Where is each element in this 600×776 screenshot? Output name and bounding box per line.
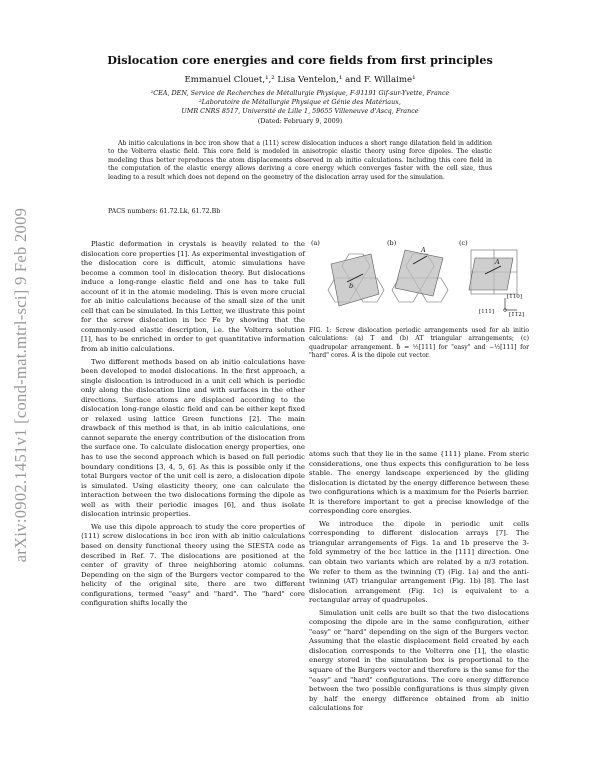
vector-b-label-a: b	[349, 282, 354, 290]
figure-1-diagram	[309, 236, 529, 324]
dipole-cell-a	[331, 254, 379, 306]
paragraph: We use this dipole approach to study the core properties of ⟨111⟩ screw dislocations in bcc iron with ab initio calculations based on density functional theory using the SIESTA code as described in Ref. 7. The dislocations are positioned at the center of gravity of three neighboring atomic columns. Depending on the sign of the Burgers vector compared to the helicity of the original site, there are two different configurations, termed "easy" and "hard". The "hard" core configuration shifts locally the	[81, 522, 305, 608]
paragraph: We introduce the dipole in periodic unit cells corresponding to different dislocation arrays [7]. The triangular arrangements of Figs. 1a and 1b preserve the 3-fold symmetry of the bcc lattice in the [111] direction. One can obtain two variants which are related by a π/3 rotation. We refer to them as the twinning (T) (Fig. 1a) and the anti-twinning (AT) triangular arrangement (Fig. 1b) [8]. The last dislocation arrangement (Fig. 1c) is equivalent to a rectangular array of quadrupoles.	[309, 519, 529, 605]
abstract: Ab initio calculations in bcc iron show that a ⟨111⟩ screw dislocation induces a short range dilatation field in addition to the Volterra elastic field. This core field is modeled in anisotropic elastic theory using force dipoles. The elastic modeling thus better reproduces the atom displacements observed in ab initio calculations. Including this core field in the computation of the elastic energy allows deriving a core energy which converges faster with the cell size, thus leading to a result which does not depend on the geometry of the dislocation array used for the simulation.	[108, 140, 492, 181]
paragraph: Plastic deformation in crystals is heavily related to the dislocation core properties [1]. As experimental investigation of the dislocation core is difficult, atomic simulations have become a common tool in dislocation theory. But dislocations induce a long-range elastic field and one has to take full account of it in the atomic modeling. This is even more crucial for ab initio calculations because of the small size of the unit cell that can be simulated. In this Letter, we illustrate this point for the screw dislocation in bcc Fe by showing that the commonly-used elastic description, i.e. the Volterra solution [1], has to be enriched in order to get quantitative information from ab initio calculations.	[81, 240, 305, 354]
figure-caption: FIG. 1: Screw dislocation periodic arrangements used for ab initio calculations: (a) T and (b) AT triangular arrangements; (c) quadrupolar arrangement. b⃗ = ½[111] for "easy" and −½[111] for "hard" cores. A⃗ is the dipole cut vector.	[309, 327, 529, 359]
panel-label-a: (a)	[311, 239, 320, 247]
affiliation-line: UMR CNRS 8517, Université de Lille 1, 59655 Villeneuve d'Ascq, France	[181, 107, 419, 116]
right-column	[309, 450, 529, 717]
affiliation-line: ¹CEA, DEN, Service de Recherches de Métallurgie Physique, F-91191 Gif-sur-Yvette, France	[150, 89, 450, 97]
pacs-numbers: PACS numbers: 61.72.Lk, 61.72.Bb	[108, 208, 221, 215]
arxiv-identifier: arXiv:0902.1451v1 [cond-mat.mtrl-sci] 9 Feb 2009	[11, 207, 30, 563]
dipole-cell-c	[469, 258, 513, 290]
axis-label-111: [111]	[479, 309, 495, 315]
panel-label-b: (b)	[387, 239, 397, 247]
affiliations	[0, 89, 600, 126]
author-list: Emmanuel Clouet,¹,² Lisa Ventelon,¹ and F. Willaime¹	[184, 75, 416, 85]
axis-label-112: [1̄1̄2]	[509, 312, 525, 318]
date-line: (Dated: February 9, 2009)	[257, 116, 343, 125]
vector-A-label-b: A	[421, 246, 426, 254]
vector-A-label-c: A	[495, 258, 500, 266]
paragraph: Two different methods based on ab initio calculations have been developed to model dislocations. In the first approach, a single dislocation is introduced in a unit cell which is periodic only along the dislocation line and with surfaces in the other directions. Surface atoms are displaced according to the dislocation long-range elastic field and can be either kept fixed or relaxed using lattice Green functions [2]. The main drawback of this method is that, in ab initio calculations, one cannot separate the energy contribution of the dislocation from the surface one. To calculate dislocation energy properties, one has to use the second approach which is based on full periodic boundary conditions [3, 4, 5, 6]. As this is possible only if the total Burgers vector of the unit cell is zero, a dislocation dipole is simulated. Using elasticity theory, one can calculate the interaction between the two dislocations forming the dipole as well as with their periodic images [6], and thus isolate dislocation intrinsic properties.	[81, 357, 305, 519]
dipole-cell-b	[395, 250, 443, 296]
paragraph: atoms such that they lie in the same {111} plane. From steric considerations, one thus expects this configuration to be less stable. The energy landscape experienced by the gliding dislocation is dictated by the energy difference between these two configurations which is a maximum for the Peierls barrier. It is therefore important to get a precise knowledge of the corresponding core energies.	[309, 450, 529, 516]
left-column	[81, 240, 305, 612]
figure-1	[309, 236, 529, 324]
axis-label-110: [1̄10]	[507, 294, 523, 300]
paper-title: Dislocation core energies and core fields from first principles	[107, 53, 493, 67]
paragraph: Simulation unit cells are built so that the two dislocations composing the dipole are in the same configuration, either "easy" or "hard" depending on the sign of the Burgers vector. Assuming that the elastic displacement field created by each dislocation corresponds to the Volterra one [1], the elastic energy stored in the simulation box is proportional to the square of the Burgers vector and therefore is the same for the "easy" and "hard" configurations. The core energy difference between the two possible configurations is thus simply given by half the energy difference obtained from ab initio calculations for	[309, 608, 529, 713]
panel-label-c: (c)	[459, 239, 468, 247]
affiliation-line: ²Laboratoire de Métallurgie Physique et Génie des Matériaux,	[199, 98, 401, 107]
